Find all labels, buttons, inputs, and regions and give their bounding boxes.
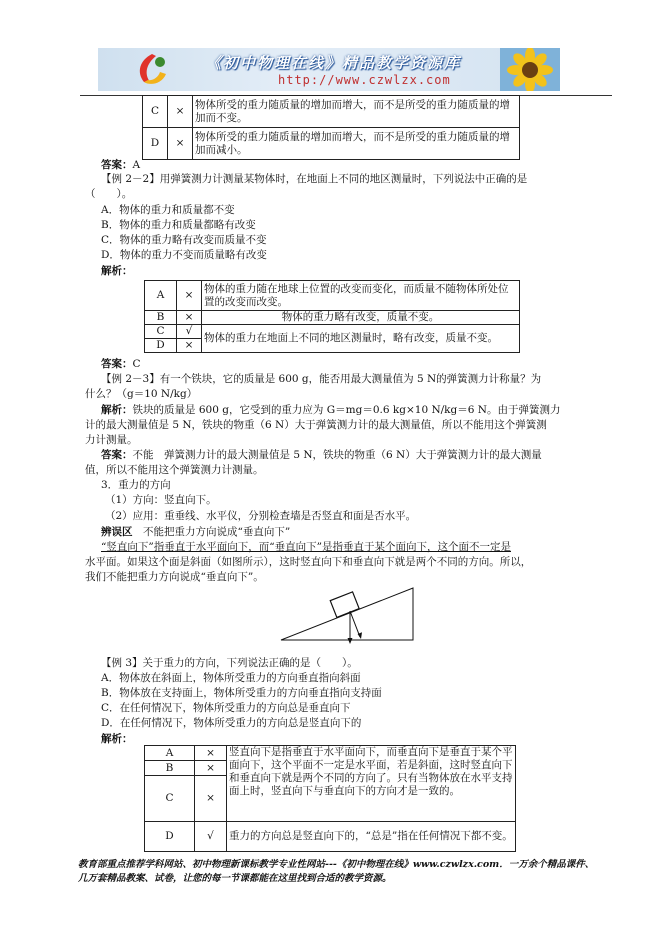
header-banner — [98, 48, 560, 91]
explanation-text: 物体的重力略有改变，质量不变。 — [202, 311, 520, 325]
block-on-incline — [330, 592, 359, 618]
answer-1: 答案：A — [101, 159, 141, 171]
application-item: （2）应用：重垂线、水平仪，分别检查墙是否竖直和面是否水平。 — [105, 510, 417, 522]
option-c: C．物体的重力略有改变而质量不变 — [101, 234, 267, 246]
incline-diagram — [278, 585, 418, 647]
option-a: A．物体放在斜面上，物体所受重力的方向垂直指向斜面 — [101, 672, 361, 684]
explanation-text: 物体所受的重力随质量的增加而增大，而不是所受的重力随质量的增加而减小。 — [193, 128, 520, 160]
option-c: C．在任何情况下，物体所受重力的方向总是垂直向下 — [101, 702, 351, 714]
option-a: A．物体的重力和质量都不变 — [101, 204, 235, 216]
direction-item: （1）方向：竖直向下。 — [105, 494, 217, 506]
example-2-3-answer-2: 值，所以不能用这个弹簧测力计测量。 — [85, 464, 264, 476]
explanation-text: 物体所受的重力随质量的增加而增大，而不是所受的重力随质量的增加而不变。 — [193, 96, 520, 128]
table-row — [143, 128, 520, 160]
judgement-mark: × — [168, 128, 193, 160]
judgement-mark: × — [195, 761, 227, 776]
table-row — [145, 281, 520, 311]
judgement-mark: × — [177, 339, 202, 353]
options-table-3 — [144, 745, 516, 852]
example-3-stem: 【例 3】关于重力的方向，下列说法正确的是（ ）。 — [101, 657, 358, 669]
footer-note: 教育部重点推荐学科网站、初中物理新课标教学专业性网站---《初中物理在线》www.czwlzx.com．一万余个精品课件、几万套精品教案、试卷，让您的每一节课都能在这里找到合适的教学资源。 — [78, 859, 595, 884]
options-table-2 — [144, 280, 520, 353]
arrowhead-icon — [348, 638, 353, 644]
example-2-3-analysis: 解析：铁块的质量是 600 g，它受到的重力应为 G＝mg＝0.6 kg×10 N/kg＝6 N。由于弹簧测力 — [101, 404, 561, 416]
option-d: D．物体的重力不变而质量略有改变 — [101, 249, 267, 261]
judgement-mark: × — [168, 96, 193, 128]
judgement-mark: × — [177, 311, 202, 325]
example-2-2-stem: 【例 2－2】用弹簧测力计测量某物体时，在地面上不同的地区测量时，下列说法中正确的是 — [101, 173, 528, 185]
mistake-note: 辨误区 不能把重力方向说成“垂直向下” — [101, 526, 291, 538]
table-row — [143, 96, 520, 128]
option-letter: B — [145, 761, 195, 776]
header-title: 《初中物理在线》精品教学资源库 — [206, 54, 462, 72]
option-letter: D — [145, 822, 195, 852]
option-letter: C — [145, 776, 195, 822]
example-2-3-stem-2: 什么？（g＝10 N/kg） — [85, 388, 198, 400]
judgement-mark: × — [177, 281, 202, 311]
analysis-label: 解析： — [101, 733, 133, 745]
table-row — [145, 311, 520, 325]
option-letter: D — [143, 128, 168, 160]
header-url[interactable]: http://www.czwlzx.com — [278, 73, 451, 87]
option-letter: D — [145, 339, 177, 353]
option-letter: C — [143, 96, 168, 128]
mistake-paragraph-1: “竖直向下”指垂直于水平面向下，而“垂直向下”是指垂直于某个面向下，这个面不一定是 — [101, 541, 511, 553]
option-letter: C — [145, 325, 177, 339]
sunflower-icon — [500, 48, 560, 91]
mistake-paragraph-2: 水平面。如果这个面是斜面（如图所示），这时竖直向下和垂直向下就是两个不同的方向。所以， — [85, 556, 532, 568]
mistake-paragraph-3: 我们不能把重力方向说成“垂直向下”。 — [85, 571, 264, 583]
judgement-mark: √ — [195, 822, 227, 852]
explanation-text: 物体的重力随在地球上位置的改变而变化，而质量不随物体所处位置的改变而改变。 — [202, 281, 520, 311]
table-row — [145, 325, 520, 339]
section-heading: 3．重力的方向 — [101, 479, 171, 491]
answer-2: 答案：C — [101, 358, 141, 370]
example-2-3-analysis-3: 力计测量。 — [85, 434, 138, 446]
judgement-mark: × — [195, 746, 227, 761]
judgement-mark: × — [195, 776, 227, 822]
option-letter: A — [145, 281, 177, 311]
explanation-text: 竖直向下是指垂直于水平面向下，而垂直向下是垂直于某个平面向下，这个平面不一定是水平面，若是斜面，这时竖直向下和垂直向下就是两个不同的方向了。只有当物体放在水平支持面上时，竖直向下与垂直向下的方向才是一致的。 — [227, 746, 516, 822]
option-letter: A — [145, 746, 195, 761]
table-row — [145, 822, 516, 852]
options-table-1 — [142, 95, 520, 160]
option-b: B．物体的重力和质量都略有改变 — [101, 219, 256, 231]
example-2-3-answer: 答案：不能 弹簧测力计的最大测量值是 5 N，铁块的物重（6 N）大于弹簧测力计的最大测量 — [101, 449, 542, 461]
table-row — [145, 746, 516, 761]
example-2-3-stem: 【例 2－3】有一个铁块，它的质量是 600 g，能否用最大测量值为 5 N的弹簧测力计称量？为 — [101, 373, 542, 385]
logo-icon — [130, 52, 170, 88]
option-d: D．在任何情况下，物体所受重力的方向总是竖直向下的 — [101, 717, 362, 729]
judgement-mark: √ — [177, 325, 202, 339]
example-2-2-blank: （ ）。 — [85, 188, 133, 200]
analysis-label: 解析： — [101, 265, 133, 277]
option-letter: B — [145, 311, 177, 325]
explanation-text: 重力的方向总是竖直向下的，“总是”指在任何情况下都不变。 — [227, 822, 516, 852]
explanation-text: 物体的重力在地面上不同的地区测量时，略有改变，质量不变。 — [202, 325, 520, 353]
option-b: B．物体放在支持面上，物体所受重力的方向垂直指向支持面 — [101, 687, 382, 699]
example-2-3-analysis-2: 计的最大测量值是 5 N，铁块的物重（6 N）大于弹簧测力计的最大测量值，所以不能用这个弹簧测 — [85, 419, 547, 431]
perpendicular-arrow — [350, 611, 360, 637]
